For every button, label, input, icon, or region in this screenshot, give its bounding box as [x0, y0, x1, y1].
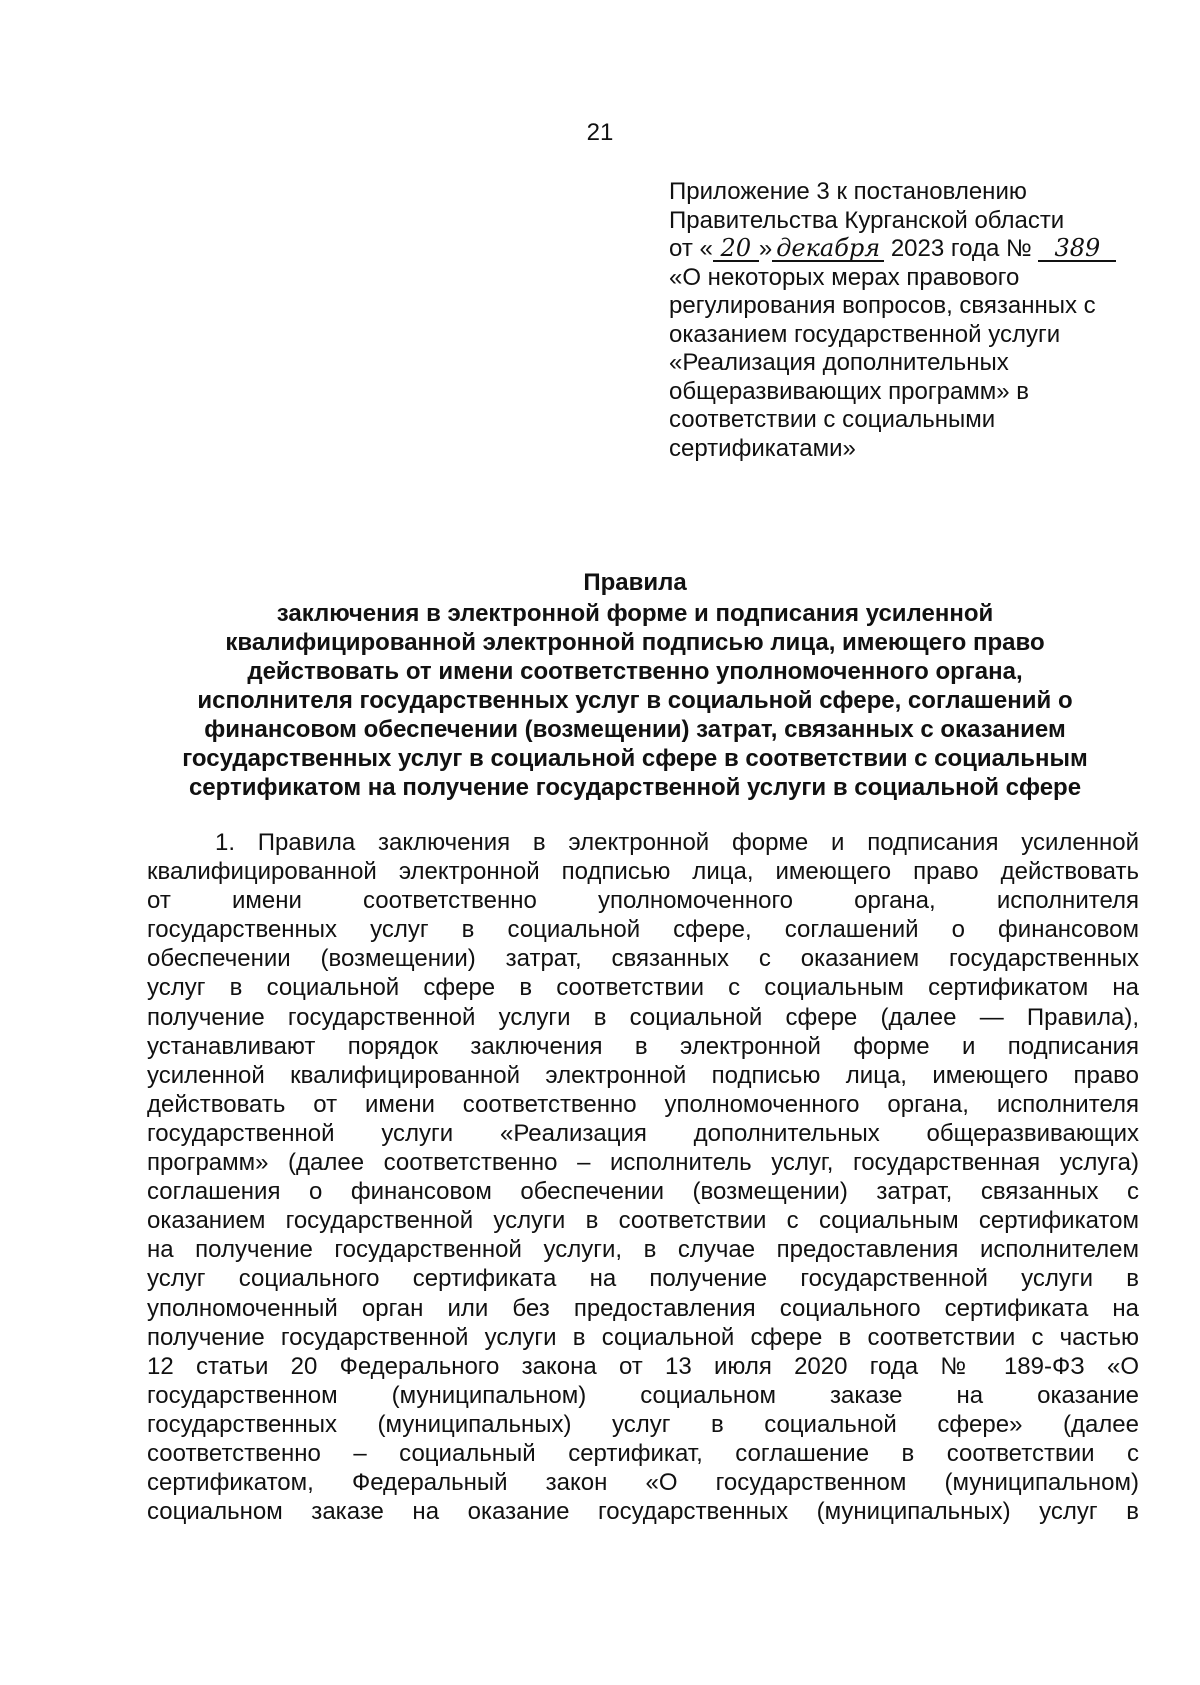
body-line: получение государственной услуги в социальной сфере в соответствии с частью [147, 1323, 1139, 1351]
handwritten-month: декабря [772, 236, 884, 262]
appendix-line: Приложение 3 к постановлению [669, 178, 1027, 205]
body-line: от имени соответственно уполномоченного органа, исполнителя [147, 887, 1139, 915]
body-line: сертификатом, Федеральный закон «О государственном (муниципальном) [147, 1469, 1139, 1497]
body-line: программ» (далее соответственно – исполнитель услуг, государственная услуга) [147, 1149, 1139, 1177]
document-title [140, 568, 1130, 802]
body-line: государственных (муниципальных) услуг в социальной сфере» (далее [147, 1410, 1139, 1438]
body-line: государственном (муниципальном) социальном заказе на оказание [147, 1381, 1139, 1409]
body-line: соответственно – социальный сертификат, соглашение в соответствии с [147, 1439, 1139, 1467]
body-line: 12 статьи 20 Федерального закона от 13 июля 2020 года № 189-ФЗ «О [147, 1352, 1139, 1380]
title-line: заключения в электронной форме и подписания усиленной [276, 600, 994, 627]
title-line: государственных услуг в социальной сфере в соответствии с социальным [182, 745, 1088, 772]
title-heading: Правила [583, 569, 687, 596]
title-line: квалифицированной электронной подписью лица, имеющего право [225, 629, 1045, 656]
body-line: обеспечении (возмещении) затрат, связанных с оказанием государственных [147, 945, 1139, 973]
body-line: услуг социального сертификата на получение государственной услуги в [147, 1265, 1139, 1293]
appendix-line: оказанием государственной услуги [669, 320, 1061, 348]
title-line: финансовом обеспечении (возмещении) затрат, связанных с оказанием [204, 716, 1066, 743]
date-year: 2023 года № [890, 235, 1032, 262]
body-line: квалифицированной электронной подписью лица, имеющего право действовать [147, 858, 1139, 886]
title-line: исполнителя государственных услуг в социальной сфере, соглашений о [197, 687, 1073, 714]
body-line: уполномоченный орган или без предоставления социального сертификата на [147, 1294, 1139, 1322]
body-line: на получение государственной услуги, в случае предоставления исполнителем [147, 1236, 1139, 1264]
body-line: социальном заказе на оказание государственных (муниципальных) услуг в [147, 1498, 1139, 1526]
date-mid: » [758, 235, 773, 262]
appendix-date-line [669, 235, 1139, 264]
date-prefix: от « [669, 235, 713, 262]
appendix-line: «О некоторых мерах правового [669, 263, 1020, 291]
appendix-block [669, 178, 1139, 463]
body-line: действовать от имени соответственно уполномоченного органа, исполнителя [147, 1090, 1139, 1118]
body-line: получение государственной услуги в социальной сфере (далее — Правила), [147, 1003, 1139, 1031]
appendix-line: соответствии с социальными [669, 406, 996, 433]
appendix-line: Правительства Курганской области [669, 206, 1065, 234]
body-line: 1. Правила заключения в электронной форме и подписания усиленной [215, 829, 1139, 856]
handwritten-day: 20 [713, 236, 759, 262]
page-number: 21 [586, 119, 614, 146]
body-line: оказанием государственной услуги в соответствии с социальным сертификатом [147, 1207, 1139, 1235]
body-line: усиленной квалифицированной электронной подписью лица, имеющего право [147, 1061, 1139, 1089]
handwritten-number: 389 [1038, 236, 1116, 262]
appendix-line: регулирования вопросов, связанных с [669, 292, 1096, 319]
body-line: соглашения о финансовом обеспечении (возмещении) затрат, связанных с [147, 1178, 1139, 1206]
title-line: сертификатом на получение государственной услуги в социальной сфере [188, 774, 1082, 801]
body-line: государственных услуг в социальной сфере, соглашений о финансовом [147, 916, 1139, 944]
body-line: государственной услуги «Реализация дополнительных общеразвивающих [147, 1119, 1139, 1147]
body-line: устанавливают порядок заключения в электронной форме и подписания [147, 1032, 1139, 1060]
title-line: действовать от имени соответственно уполномоченного органа, [247, 658, 1023, 685]
appendix-line: общеразвивающих программ» в [669, 377, 1030, 405]
appendix-line: сертификатами» [669, 434, 856, 462]
body-line: услуг в социальной сфере в соответствии с социальным сертификатом на [147, 974, 1139, 1002]
body-paragraph [147, 828, 1139, 1526]
appendix-line: «Реализация дополнительных [669, 349, 1009, 376]
